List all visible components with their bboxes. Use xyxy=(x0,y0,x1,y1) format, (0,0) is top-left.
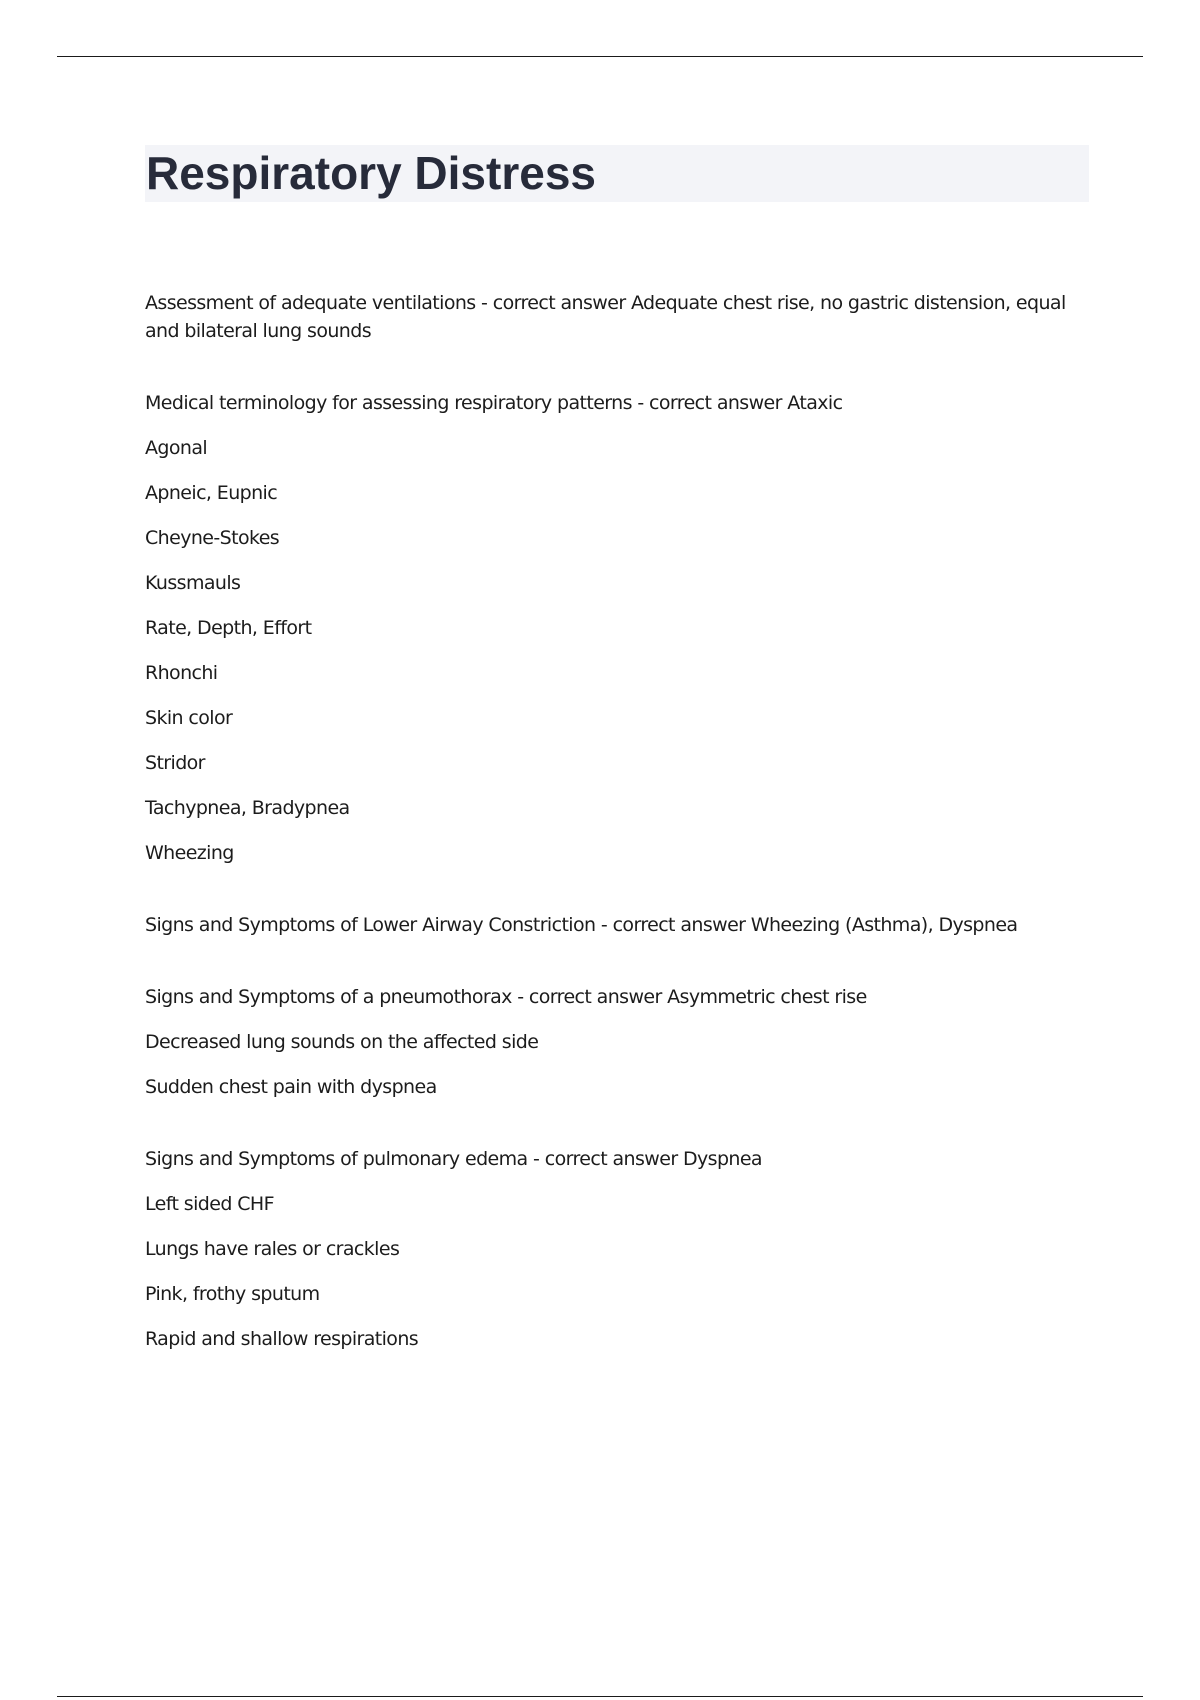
answer-line: Cheyne-Stokes xyxy=(145,527,280,549)
answer-line: Pink, frothy sputum xyxy=(145,1283,320,1305)
answer-line: Skin color xyxy=(145,707,233,729)
answer-line: Agonal xyxy=(145,437,208,459)
qa-entry-respiratory-patterns xyxy=(145,389,1075,867)
answer-line: Kussmauls xyxy=(145,572,241,594)
answer-line: Lungs have rales or crackles xyxy=(145,1238,400,1260)
qa-entry-ventilations xyxy=(145,289,1075,345)
document-body xyxy=(145,289,1075,1353)
answer-line: Left sided CHF xyxy=(145,1193,274,1215)
answer-line: Sudden chest pain with dyspnea xyxy=(145,1076,437,1098)
qa-entry-lower-airway xyxy=(145,911,1075,939)
answer-line: Rapid and shallow respirations xyxy=(145,1328,419,1350)
footer-rule xyxy=(57,1696,1143,1697)
answer-line: Rate, Depth, Effort xyxy=(145,617,312,639)
answer-line: Decreased lung sounds on the affected side xyxy=(145,1031,539,1053)
answer-line: Tachypnea, Bradypnea xyxy=(145,797,350,819)
answer-line: Apneic, Eupnic xyxy=(145,482,278,504)
qa-text: Signs and Symptoms of pulmonary edema - correct answer Dyspnea xyxy=(145,1148,762,1170)
answer-line: Wheezing xyxy=(145,842,234,864)
qa-text: Signs and Symptoms of a pneumothorax - correct answer Asymmetric chest rise xyxy=(145,986,867,1008)
answer-line: Rhonchi xyxy=(145,662,218,684)
qa-text: Assessment of adequate ventilations - correct answer Adequate chest rise, no gastric distension, equal and bilateral lung sounds xyxy=(145,292,1066,342)
qa-text: Signs and Symptoms of Lower Airway Constriction - correct answer Wheezing (Asthma), Dyspnea xyxy=(145,914,1018,936)
qa-entry-pulmonary-edema xyxy=(145,1145,1075,1353)
qa-entry-pneumothorax xyxy=(145,983,1075,1101)
header-rule xyxy=(57,56,1143,57)
qa-text: Medical terminology for assessing respiratory patterns - correct answer Ataxic xyxy=(145,392,843,414)
answer-line: Stridor xyxy=(145,752,205,774)
page-title: Respiratory Distress xyxy=(146,147,596,199)
